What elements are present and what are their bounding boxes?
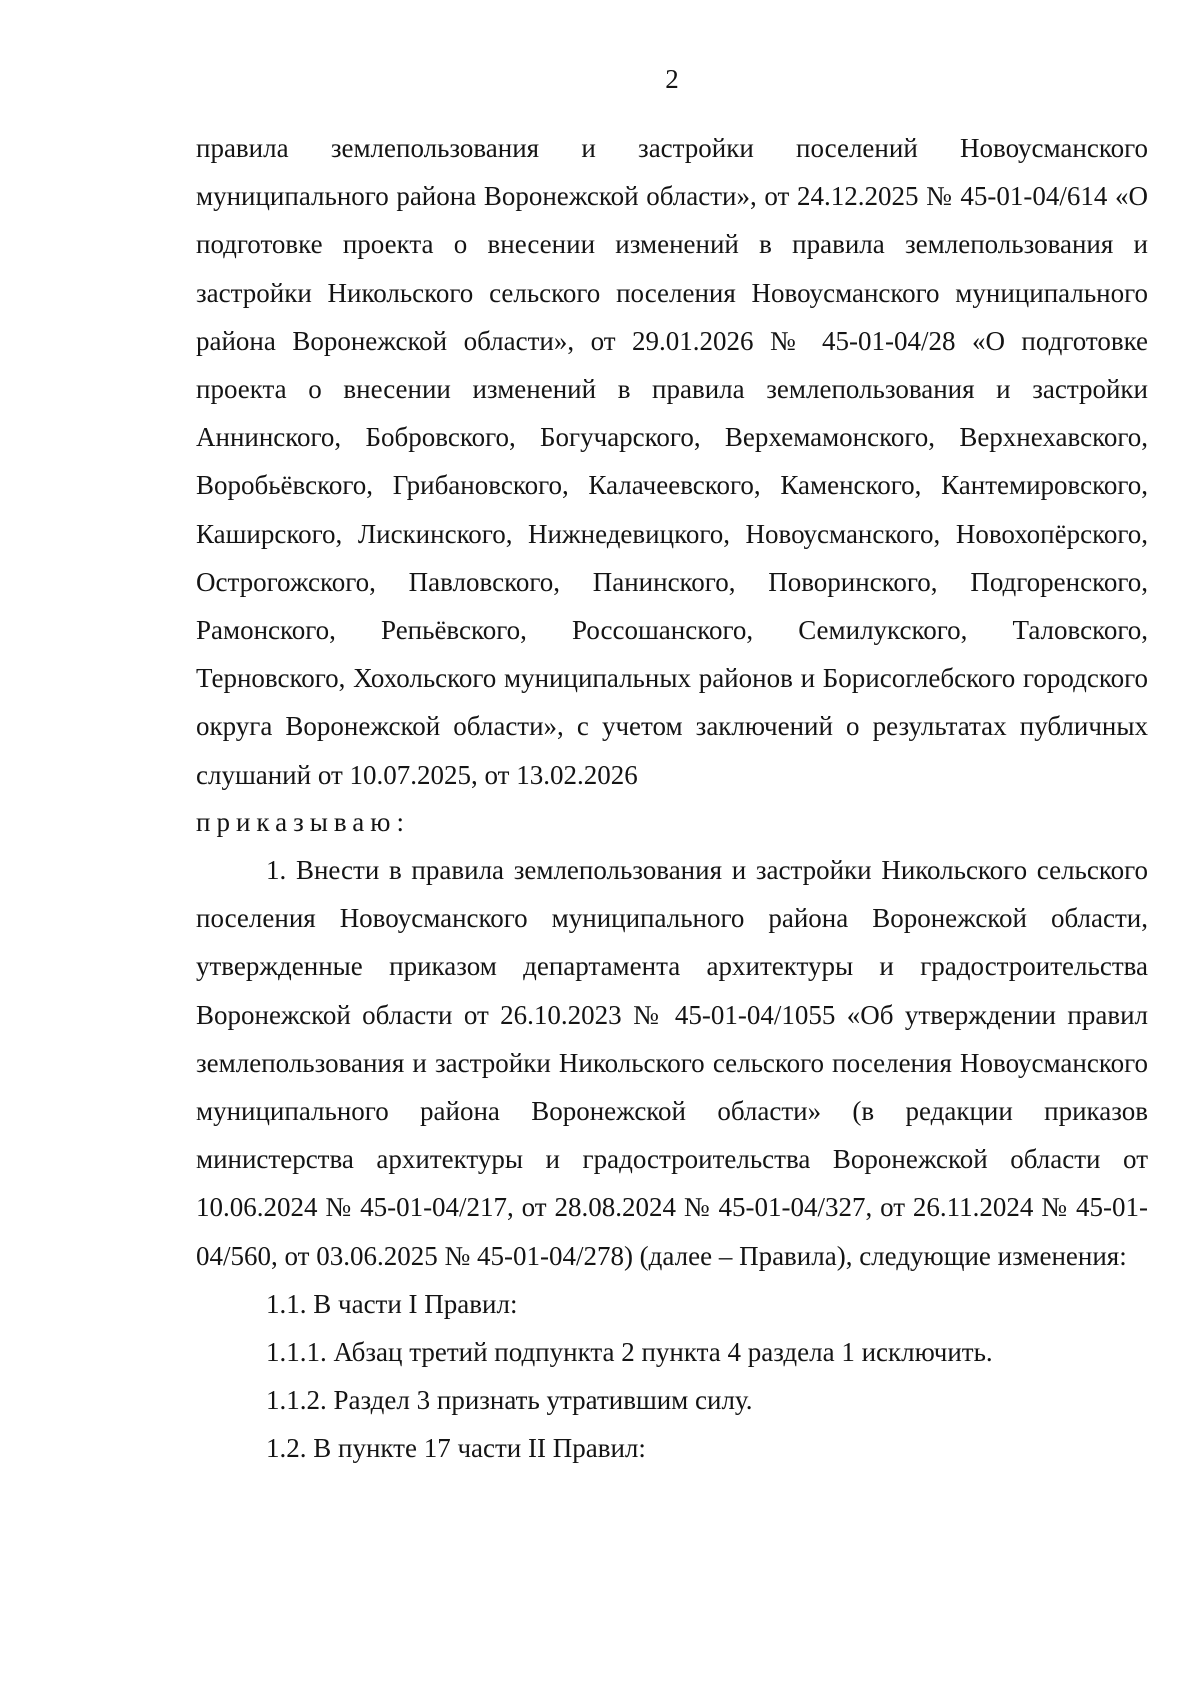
point-1-paragraph: 1. Внести в правила землепользования и застройки Никольского сельского поселения Новоусманского муниципального района Воронежской области, утвержденные приказом департамента архитектуры и градостроительства Воронежской области от 26.10.2023 № 45-01-04/1055 «Об утверждении правил землепользования и застройки Никольского сельского поселения Новоусманского муниципального района Воронежской области» (в редакции приказов министерства архитектуры и градостроительства Воронежской области от 10.06.2024 № 45-01-04/217, от 28.08.2024 № 45-01-04/327, от 26.11.2024 № 45-01-04/560, от 03.06.2025 № 45-01-04/278) (далее – Правила), следующие изменения: — [196, 855, 1148, 1271]
order-word: приказываю: — [196, 806, 410, 837]
intro-paragraph: правила землепользования и застройки поселений Новоусманского муниципального района Воронежской области», от 24.12.2025 № 45-01-04/614 «О подготовке проекта о внесении изменений в правила землепользования и застройки Никольского сельского поселения Новоусманского муниципального района Воронежской области», от 29.01.2026 № 45-01-04/28 «О подготовке проекта о внесении изменений в правила землепользования и застройки Аннинского, Бобровского, Богучарского, Верхемамонского, Верхнехавского, Воробьёвского, Грибановского, Калачеевского, Каменского, Кантемировского, Каширского, Лискинского, Нижнедевицкого, Новоусманского, Новохопёрского, Острогожского, Павловского, Панинского, Поворинского, Подгоренского, Рамонского, Репьёвского, Россошанского, Семилукского, Таловского, Терновского, Хохольского муниципальных районов и Борисоглебского городского округа Воронежской области», с учетом заключений о результатах публичных слушаний от 10.07.2025, от 13.02.2026 — [196, 133, 1148, 790]
point-1-1-2: 1.1.2. Раздел 3 признать утратившим силу. — [266, 1385, 753, 1416]
point-1-1-1: 1.1.1. Абзац третий подпункта 2 пункта 4 раздела 1 исключить. — [266, 1337, 993, 1368]
point-1-1: 1.1. В части I Правил: — [266, 1288, 518, 1319]
document-body — [196, 124, 1148, 1473]
page-number: 2 — [665, 64, 679, 94]
point-1-2: 1.2. В пункте 17 части II Правил: — [266, 1433, 646, 1464]
